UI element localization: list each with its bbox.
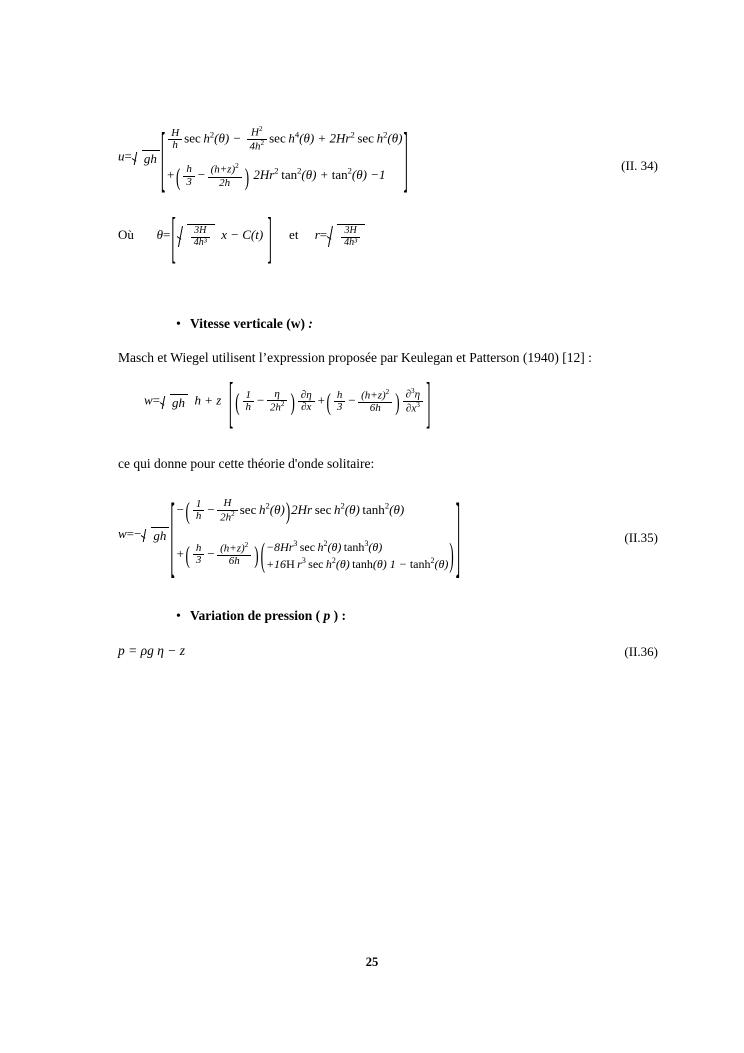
eq35-row-1: −( $\frac{1}{h}$ − $\frac{H}{2h^2}$ $\sec h^2(\theta))2Hr$ $\sec h^2(\theta)$ $\tanh^2(\theta)$ [175, 496, 405, 526]
equation-ii-35-number: (II.35) [624, 530, 658, 545]
eq34-row-2: +( $\frac{h}{3}$ − $\frac{(h+z)^2}{2h}$ ) 2Hr$^2$ $\tan^2(\theta) + \tan^2(\theta) -1$ [166, 162, 386, 191]
paragraph-donne: ce qui donne pour cette théorie d'onde solitaire: [118, 456, 375, 471]
equation-theta-definition [118, 203, 658, 272]
bullet-icon: • [176, 609, 181, 624]
r-symbol: r [314, 226, 320, 242]
equation-ii-35 [118, 480, 658, 588]
bullet-variation-pression-label [190, 608, 346, 624]
theta-symbol: θ [156, 226, 164, 242]
page-number: 25 [365, 955, 379, 969]
equation-ii-34 [118, 110, 658, 206]
eqw-right-bracket: ] [426, 369, 431, 434]
ou-label: Où [118, 226, 134, 242]
bullet-vitesse-verticale-text: Vitesse verticale (w) [190, 316, 305, 331]
theta-x-term: x − C(t) [221, 226, 264, 242]
equation-w-general-body: w= gh h + z [ ( $\frac{1}{h}$ − $\frac{\eta}{2h^2}$ ) $\frac{\partial\eta}{\partial x}$ +( $\frac{h}{3}$ − $\frac{(h+z)^2}{6h}$ ) $\frac{\partial^3\eta}{\partial x^3}$ ] [144, 369, 431, 434]
theta-def-body: Où θ=[ $\frac{3H}{\text{4h³}}$ x − C(t) ] et r= $\frac{3H}{\text{4h³}}$ [118, 224, 365, 248]
bullet-vitesse-verticale-label [190, 316, 313, 332]
theta-right-bracket: ] [267, 203, 272, 269]
eq34-row-1: $\frac{H}{h}$ $\sec h^2(\theta)$ − $\frac{H^2}{4h^2}$ $\sec h^4(\theta) + 2Hr^2$ $\sec h^2(\theta)$ [166, 124, 402, 155]
bullet-vitesse-verticale [176, 316, 658, 332]
eq35-left-bracket: [ [170, 482, 175, 588]
eq35-row-2: +( $\frac{h}{3}$ − $\frac{(h+z)^2}{6h}$ ) ( $-8Hr^3$ $\sec h^2(\theta)$ $\tanh^3(\theta)$ +16H $r^3$ $\sec h^2(\theta)$ tanh(θ) $1 - \tanh^2(\theta)$ ) [175, 535, 454, 575]
eq35-right-bracket: ] [455, 482, 461, 588]
eq34-sqrt-gh: gh [132, 150, 160, 165]
equation-w-general [118, 369, 658, 442]
eqw-sqrt-gh: gh [160, 394, 188, 409]
eq34-right-bracket: ] [403, 115, 408, 200]
eqw-h-plus-z: h + z [194, 392, 222, 408]
bullet-icon: • [176, 317, 181, 332]
r-sqrt: $\frac{3H}{\text{4h³}}$ [327, 224, 365, 248]
theta-left-bracket: [ [171, 203, 176, 269]
eqw-lhs: w [144, 392, 153, 408]
eq34-rows [166, 124, 402, 191]
page-content [118, 110, 658, 674]
eq35-inner-row-1: $-8Hr^3$ $\sec h^2(\theta)$ $\tanh^3(\theta)$ [265, 538, 383, 554]
eq34-lhs: u [118, 148, 125, 164]
paragraph-masch-wiegel: Masch et Wiegel utilisent l’expression proposée par Keulegan et Patterson (1940) [12] : [118, 350, 592, 365]
eq35-sqrt-gh: gh [141, 527, 169, 542]
bullet-variation-pression-suffix: ) : [333, 608, 347, 623]
bullet-vitesse-verticale-suffix: : [308, 316, 313, 331]
eq35-inner-row-2: +16H $r^3$ $\sec h^2(\theta)$ tanh(θ) $1 - \tanh^2(\theta)$ [265, 555, 449, 571]
equation-ii-36 [118, 640, 658, 674]
eq35-lhs: w [118, 525, 127, 541]
equation-ii-34-body [118, 115, 409, 200]
equation-ii-36-body [118, 644, 185, 658]
eqw-left-bracket: [ [228, 369, 234, 434]
et-label: et [289, 226, 299, 242]
eq36-text: p = ρg η − z [118, 643, 186, 658]
equation-ii-35-body [118, 482, 461, 588]
bullet-variation-pression-symbol: p [323, 608, 331, 623]
bullet-variation-pression-text: Variation de pression ( [190, 608, 321, 623]
bullet-variation-pression [176, 608, 658, 624]
theta-sqrt: $\frac{3H}{\text{4h³}}$ [177, 224, 215, 248]
eqw-equals: = [152, 392, 161, 408]
eq35-minus: − [134, 525, 142, 541]
theta-equals: = [163, 226, 171, 242]
eq34-left-bracket: [ [160, 115, 166, 200]
eq34-equals: = [124, 148, 132, 164]
eq35-rows [176, 496, 455, 574]
eq35-equals: = [126, 525, 135, 541]
equation-ii-34-number: (II. 34) [621, 158, 658, 173]
equation-ii-36-number: (II.36) [624, 644, 658, 659]
